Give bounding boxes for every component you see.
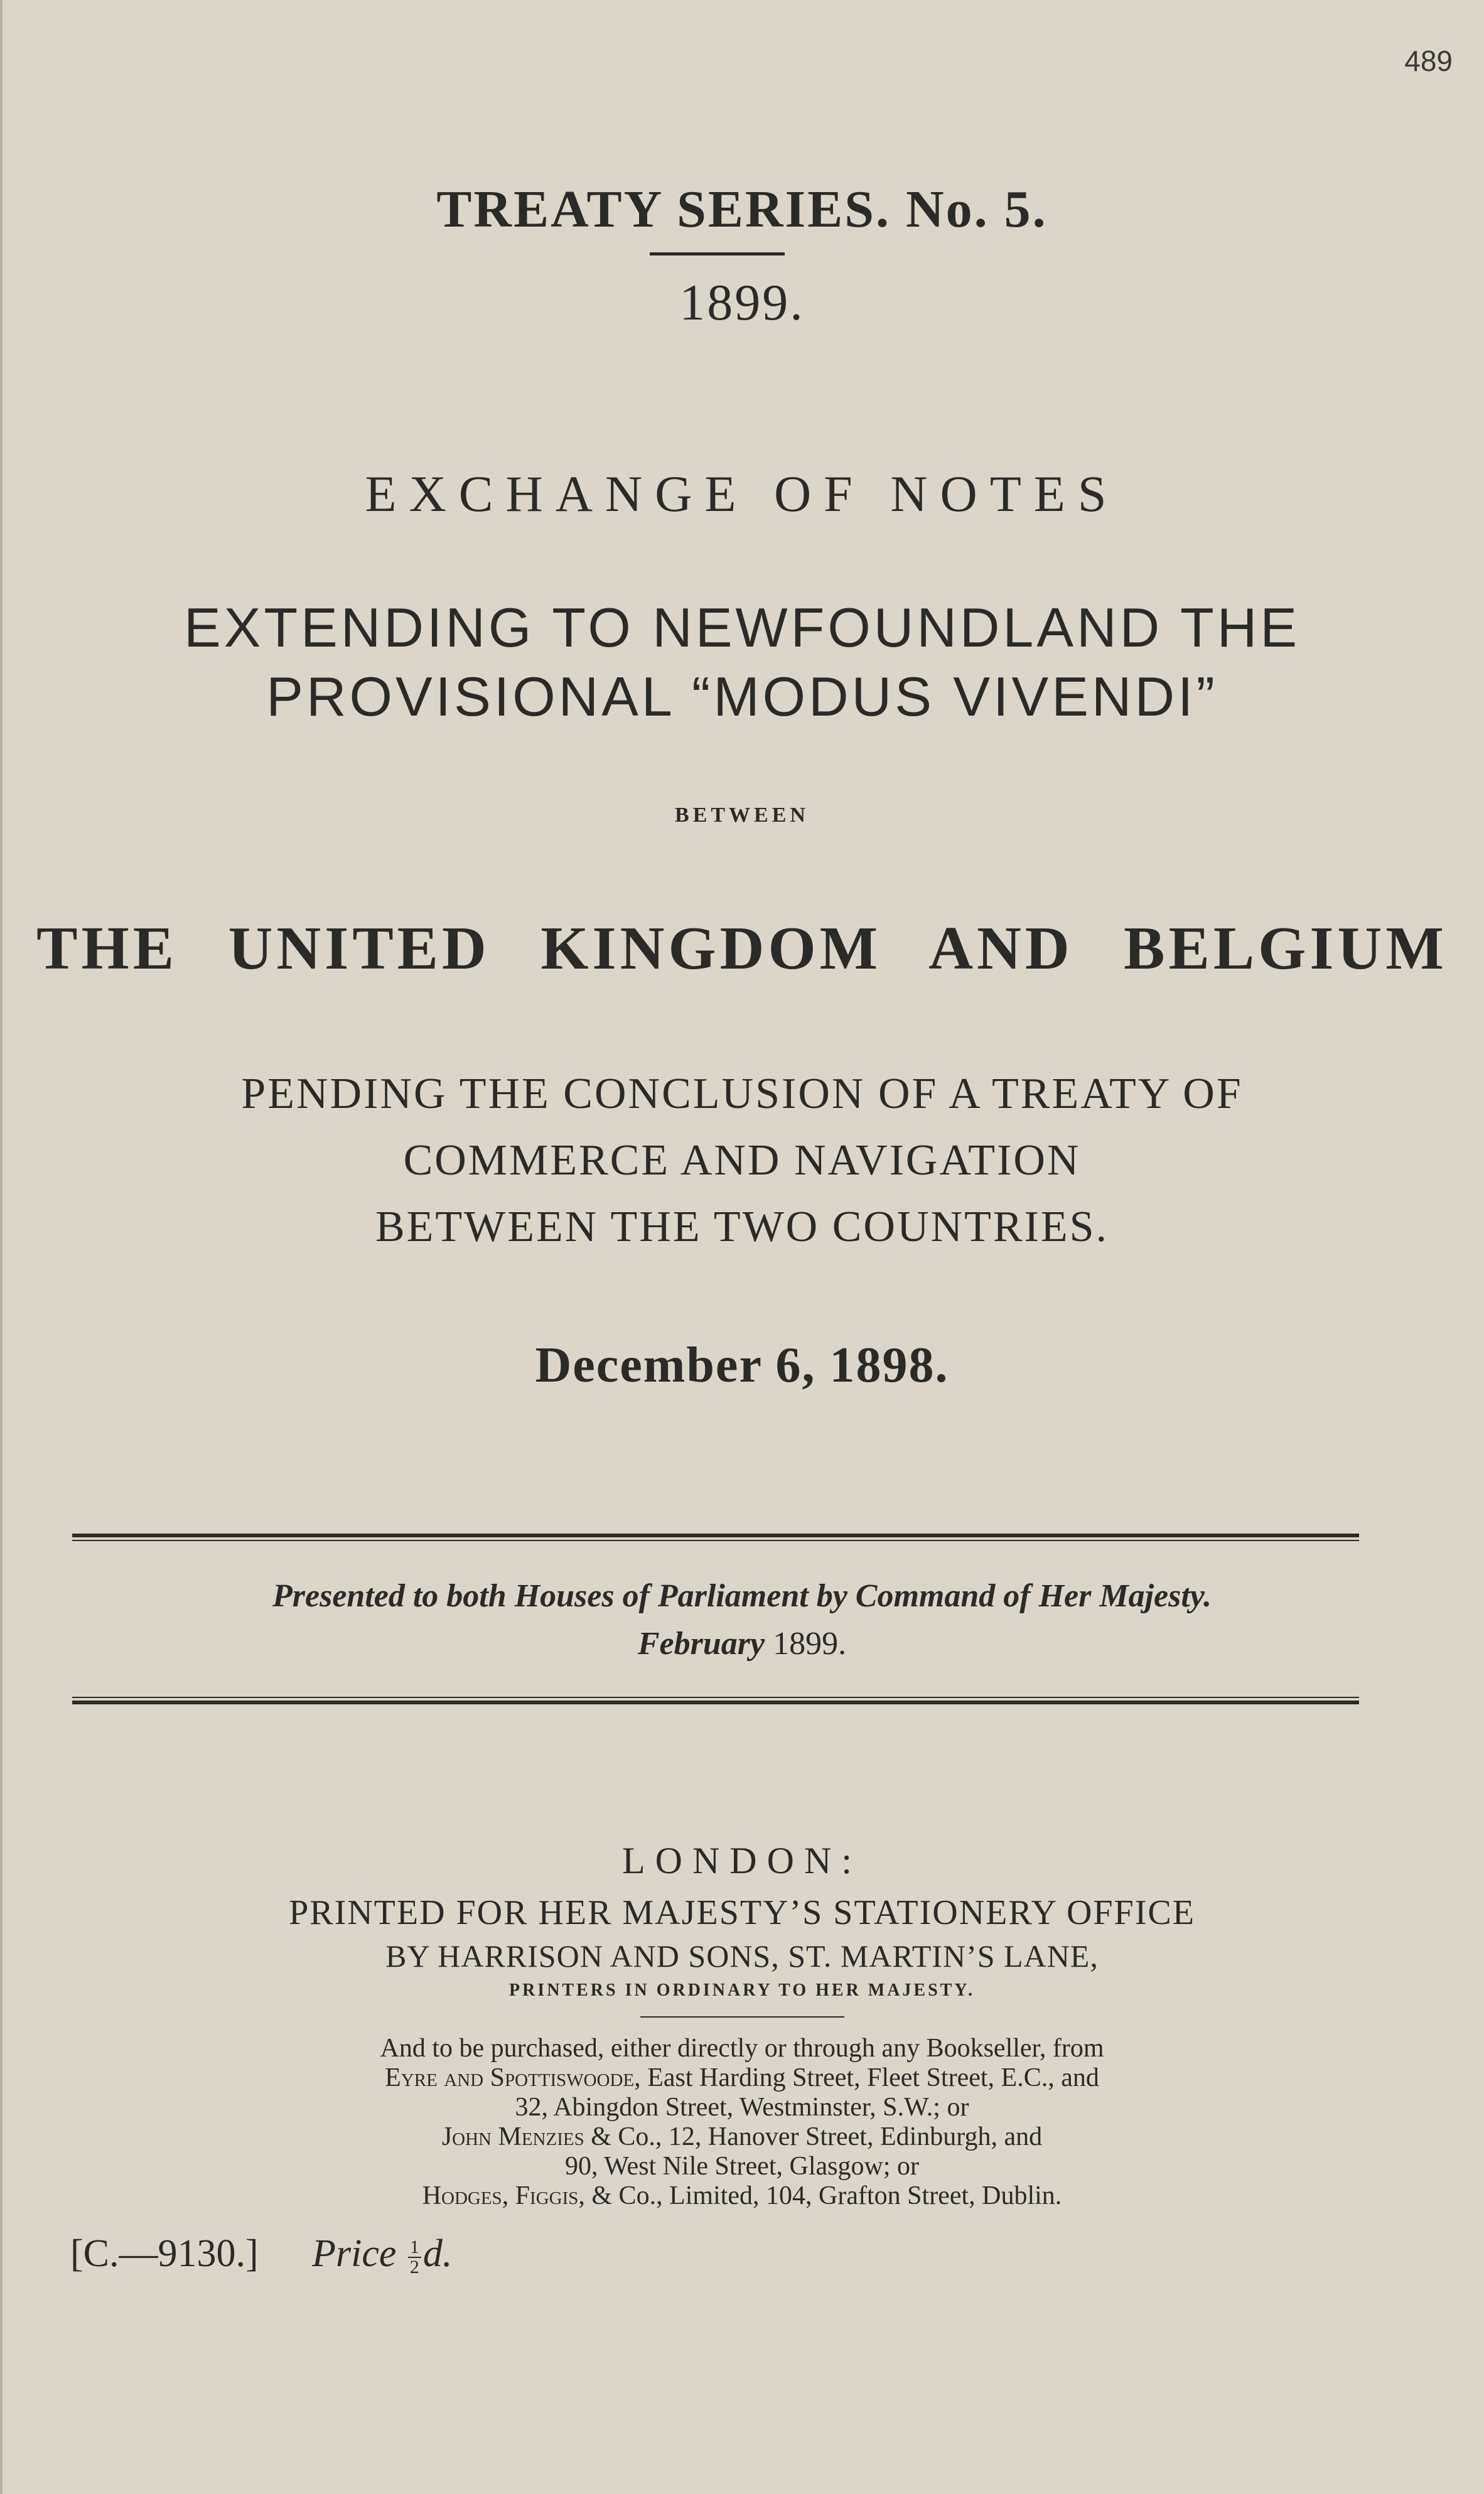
extending-line-2: PROVISIONAL “MODUS VIVENDI”: [266, 665, 1218, 728]
purchase-menzies: John Menzies & Co., 12, Hanover Street, Edinburgh, and: [441, 2122, 1043, 2151]
title-divider: [650, 252, 785, 255]
command-number: [C.—9130.]: [70, 2232, 259, 2275]
extending-line-1: EXTENDING TO NEWFOUNDLAND THE: [183, 596, 1301, 658]
pending-heading: [0, 1061, 1484, 1260]
imprint-printed-for: PRINTED FOR HER MAJESTY’S STATIONERY OFFICE: [289, 1893, 1195, 1932]
exchange-heading: EXCHANGE OF NOTES: [365, 465, 1119, 522]
parties-heading: THE UNITED KINGDOM AND BELGIUM: [36, 915, 1448, 982]
treaty-date: December 6, 1898.: [535, 1338, 949, 1393]
purchase-eyre: Eyre and Spottiswoode, East Harding Street, Fleet Street, E.C., and: [385, 2063, 1099, 2092]
pending-line-3: BETWEEN THE TWO COUNTRIES.: [375, 1203, 1109, 1251]
treaty-series-title: TREATY SERIES. No. 5.: [436, 180, 1048, 239]
purchase-info: [0, 2034, 1484, 2211]
price-fraction: $\frac{1}{2}$: [408, 2238, 421, 2277]
imprint-printed-by: BY HARRISON AND SONS, ST. MARTIN’S LANE,: [385, 1938, 1099, 1974]
upper-double-rule: [72, 1534, 1359, 1542]
purchase-intro: And to be purchased, either directly or through any Bookseller, from: [380, 2034, 1104, 2063]
footer-line: [70, 2232, 452, 2277]
imprint-city: LONDON:: [622, 1840, 862, 1881]
extending-heading: [0, 593, 1484, 731]
presentation-note: [0, 1572, 1484, 1668]
page-number: 489: [1404, 45, 1453, 77]
pending-line-1: PENDING THE CONCLUSION OF A TREATY OF: [241, 1070, 1243, 1118]
presentation-line: Presented to both Houses of Parliament by Command of Her Majesty.: [272, 1578, 1212, 1614]
lower-double-rule: [72, 1697, 1359, 1706]
purchase-hodges: Hodges, Figgis, & Co., Limited, 104, Grafton Street, Dublin.: [422, 2181, 1062, 2210]
presentation-date: February 1899.: [637, 1626, 847, 1662]
purchase-menzies-2: 90, West Nile Street, Glasgow; or: [565, 2152, 919, 2181]
price: Price $\frac{1}{2}$ d.: [312, 2232, 453, 2277]
between-label: BETWEEN: [675, 804, 809, 827]
purchase-eyre-2: 32, Abingdon Street, Westminster, S.W.; or: [515, 2093, 969, 2122]
imprint-divider: [640, 2016, 844, 2018]
imprint-printers: PRINTERS IN ORDINARY TO HER MAJESTY.: [508, 1981, 976, 2000]
pending-line-2: COMMERCE AND NAVIGATION: [403, 1136, 1081, 1185]
series-year: 1899.: [679, 274, 805, 331]
